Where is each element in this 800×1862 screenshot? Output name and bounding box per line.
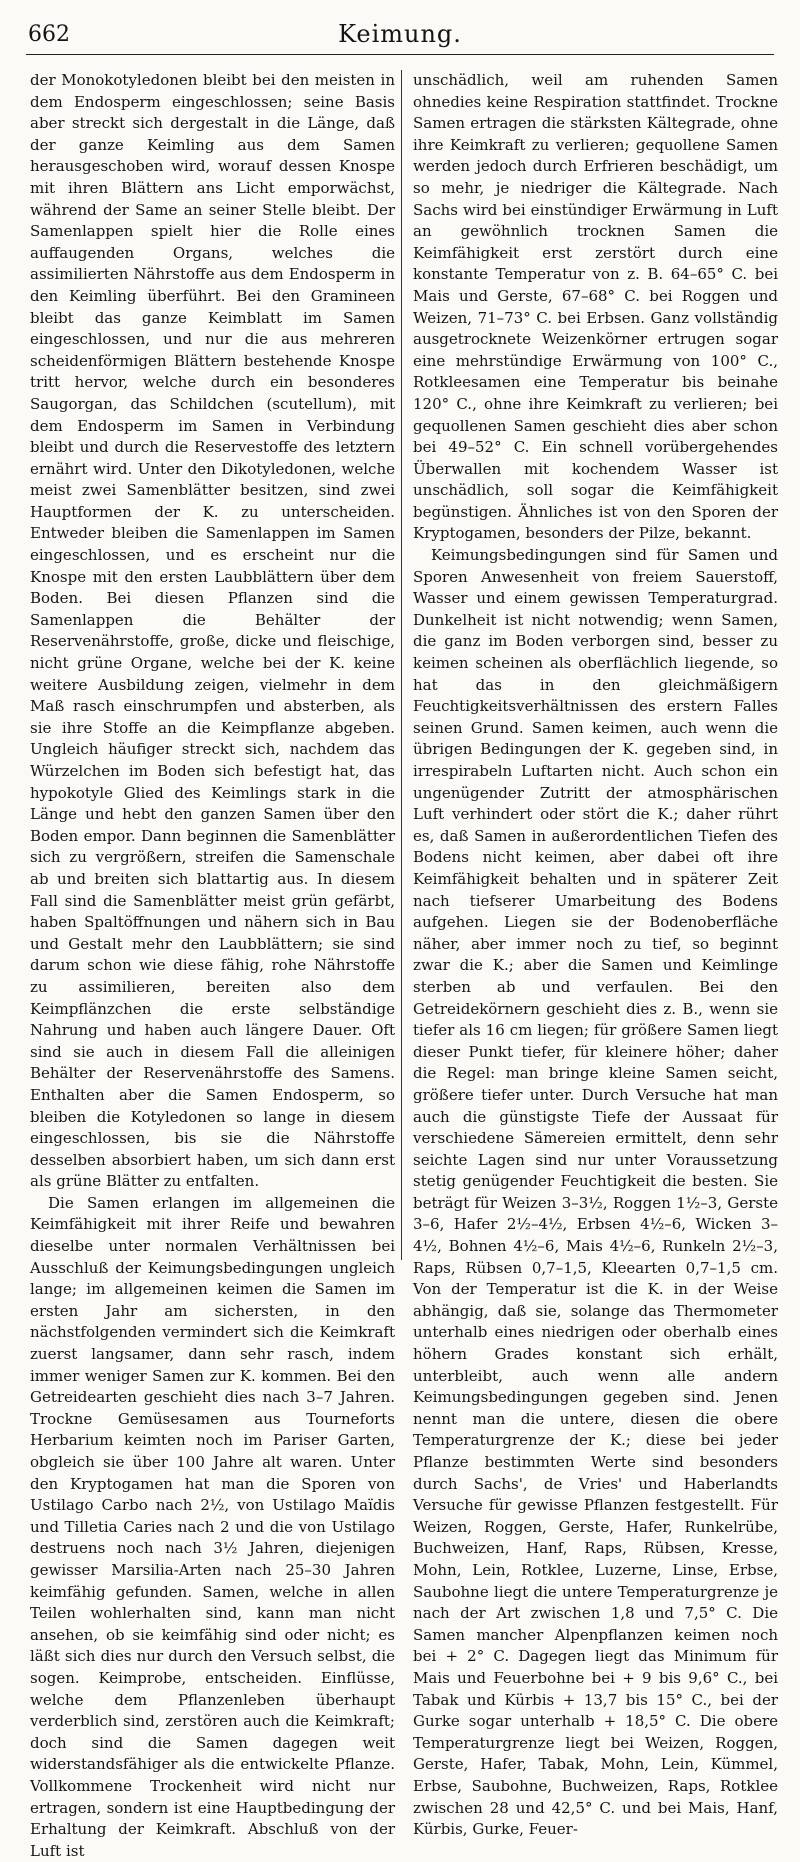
page-header (26, 14, 774, 55)
page-number: 662 (28, 22, 70, 47)
running-title: Keimung. (338, 20, 462, 48)
paragraph: unschädlich, weil am ruhenden Samen ohnedies keine Respiration stattfindet. Trockne Samen ertragen die stärksten Kältegrade, ohne ihre Keimkraft zu verlieren; gequollene Samen werden jedoch durch Erfrieren beschädigt, um so mehr, je niedriger die Kältegrade. Nach Sachs wird bei einstündiger Erwärmung in Luft an gewöhnlich trocknen Samen die Keimfähigkeit erst zerstört durch eine konstante Temperatur von z. B. 64–65° C. bei Mais und Gerste, 67–68° C. bei Roggen und Weizen, 71–73° C. bei Erbsen. Ganz vollständig ausgetrocknete Weizenkörner ertrugen sogar eine mehrstündige Erwärmung von 100° C., Rotkleesamen eine Temperatur bis beinahe 120° C., ohne ihre Keimkraft zu verlieren; bei gequollenen Samen geschieht dies aber schon bei 49–52° C. Ein schnell vorübergehendes Überwallen mit kochendem Wasser ist unschädlich, soll sogar die Keimfähigkeit begünstigen. Ähnliches ist von den Sporen der Kryptogamen, besonders der Pilze, bekannt. (413, 71, 778, 543)
paragraph: der Monokotyledonen bleibt bei den meisten in dem Endosperm eingeschlossen; seine Basis aber streckt sich dergestalt in die Länge, daß der ganze Keimling aus dem Samen herausgeschoben wird, worauf dessen Knospe mit ihren Blättern ans Licht emporwächst, während der Same an seiner Stelle bleibt. Der Samenlappen spielt hier die Rolle eines auffaugenden Organs, welches die assimilierten Nährstoffe aus dem Endosperm in den Keimling überführt. Bei den Gramineen bleibt das ganze Keimblatt im Samen eingeschlossen, und nur die aus mehreren scheidenförmigen Blättern bestehende Knospe tritt hervor, welche durch ein besonderes Saugorgan, das Schildchen (scutellum), mit dem Endosperm im Samen in Verbindung bleibt und durch die Reservestoffe des letztern ernährt wird. Unter den Dikotyledonen, welche meist zwei Samenblätter besitzen, sind zwei Hauptformen der K. zu unterscheiden. Entweder bleiben die Samenlappen im Samen eingeschlossen, und es erscheint nur die Knospe mit den ersten Laubblättern über dem Boden. Bei diesen Pflanzen sind die Samenlappen die Behälter der Reservenährstoffe, große, dicke und fleischige, nicht grüne Organe, welche bei der K. keine weitere Ausbildung zeigen, vielmehr in dem Maß rasch einschrumpfen und absterben, als sie ihre Stoffe an die Keimpflanze abgeben. Ungleich häufiger streckt sich, nachdem das Würzelchen im Boden sich befestigt hat, das hypokotyle Glied des Keimlings stark in die Länge und hebt den ganzen Samen über den Boden empor. Dann beginnen die Samenblätter sich zu vergrößern, streifen die Samenschale ab und breiten sich blattartig aus. In diesem Fall sind die Samenblätter meist grün gefärbt, haben Spaltöffnungen und nähern sich in Bau und Gestalt mehr den Laubblättern; sie sind darum schon wie diese fähig, rohe Nährstoffe zu assimilieren, bereiten also dem Keimpflänzchen die erste selbständige Nahrung und haben auch längere Dauer. Oft sind sie auch in diesem Fall die alleinigen Behälter der Reservenährstoffe des Samens. Enthalten aber die Samen Endosperm, so bleiben die Kotyledonen so lange in diesem eingeschlossen, bis sie die Nährstoffe desselben absorbiert haben, um sich dann erst als grüne Blätter zu entfalten. (30, 71, 395, 1191)
right-column (413, 70, 778, 1839)
left-column (30, 70, 395, 1860)
paragraph: Keimungsbedingungen sind für Samen und Sporen Anwesenheit von freiem Sauerstoff, Wasser und einem gewissen Temperaturgrad. Dunkelheit ist nicht notwendig; wenn Samen, die ganz im Boden verborgen sind, besser zu keimen scheinen als oberflächlich liegende, so hat das in den gleichmäßigern Feuchtigkeitsverhältnissen des erstern Falles seinen Grund. Samen keimen, auch wenn die übrigen Bedingungen der K. gegeben sind, in irrespirabeln Luftarten nicht. Auch schon ein ungenügender Zutritt der atmosphärischen Luft verhindert oder stört die K.; daher rührt es, daß Samen in außerordentlichen Tiefen des Bodens nicht keimen, aber dabei oft ihre Keimfähigkeit behalten und in späterer Zeit nach tiefserer Umarbeitung des Bodens aufgehen. Liegen sie der Bodenoberfläche näher, aber immer noch zu tief, so beginnt zwar die K.; aber die Samen und Keimlinge sterben ab und verfaulen. Bei den Getreidekörnern geschieht dies z. B., wenn sie tiefer als 16 cm liegen; für größere Samen liegt dieser Punkt tiefer, für kleinere höher; daher die Regel: man bringe kleine Samen seicht, größere tiefer unter. Durch Versuche hat man auch die günstigste Tiefe der Aussaat für verschiedene Sämereien ermittelt, denn sehr seichte Lagen sind nur unter Voraussetzung stetig genügender Feuchtigkeit die besten. Sie beträgt für Weizen 3–3½, Roggen 1½–3, Gerste 3–6, Hafer 2½–4½, Erbsen 4½–6, Wicken 3–4½, Bohnen 4½–6, Mais 4½–6, Runkeln 2½–3, Raps, Rübsen 0,7–1,5, Kleearten 0,7–1,5 cm. Von der Temperatur ist die K. in der Weise abhängig, daß sie, solange das Thermometer unterhalb eines niedrigen oder oberhalb eines höhern Grades konstant sich erhält, unterbleibt, auch wenn alle andern Keimungsbedingungen gegeben sind. Jenen nennt man die untere, diesen die obere Temperaturgrenze der K.; diese bei jeder Pflanze bestimmten Werte sind besonders durch Sachs', de Vries' und Haberlandts Versuche für gewisse Pflanzen festgestellt. Für Weizen, Roggen, Gerste, Hafer, Runkelrübe, Buchweizen, Hanf, Raps, Rübsen, Kresse, Mohn, Lein, Rotklee, Luzerne, Linse, Erbse, Saubohne liegt die untere Temperaturgrenze je nach der Art zwischen 1,8 und 7,5° C. Die Samen mancher Alpenpflanzen keimen noch bei + 2° C. Dagegen liegt das Minimum für Mais und Feuerbohne bei + 9 bis 9,6° C., bei Tabak und Kürbis + 13,7 bis 15° C., bei der Gurke sogar unterhalb + 18,5° C. Die obere Temperaturgrenze liegt bei Weizen, Roggen, Gerste, Hafer, Tabak, Mohn, Lein, Kümmel, Erbse, Saubohne, Buchweizen, Raps, Rotklee zwischen 28 und 42,5° C. und bei Mais, Hanf, Kürbis, Gurke, Feuer- (413, 546, 778, 1839)
paragraph: Die Samen erlangen im allgemeinen die Keimfähigkeit mit ihrer Reife und bewahren dieselbe unter normalen Verhältnissen bei Ausschluß der Keimungsbedingungen ungleich lange; im allgemeinen keimen die Samen im ersten Jahr am sichersten, in den nächstfolgenden vermindert sich die Keimkraft zuerst langsamer, dann sehr rasch, indem immer weniger Samen zur K. kommen. Bei den Getreidearten geschieht dies nach 3–7 Jahren. Trockne Gemüsesamen aus Tourneforts Herbarium keimten noch im Pariser Garten, obgleich sie über 100 Jahre alt waren. Unter den Kryptogamen hat man die Sporen von Ustilago Carbo nach 2½, von Ustilago Maïdis und Tilletia Caries nach 2 und die von Ustilago destruens noch nach 3½ Jahren, diejenigen gewisser Marsilia-Arten nach 25–30 Jahren keimfähig gefunden. Samen, welche in allen Teilen wohlerhalten sind, kann man nicht ansehen, ob sie keimfähig sind oder nicht; es läßt sich dies nur durch den Versuch selbst, die sogen. Keimprobe, entscheiden. Einflüsse, welche dem Pflanzenleben überhaupt verderblich sind, zerstören auch die Keimkraft; doch sind die Samen dagegen weit widerstandsfähiger als die entwickelte Pflanze. Vollkommene Trockenheit wird nicht nur ertragen, sondern ist eine Hauptbedingung der Erhaltung der Keimkraft. Abschluß von der Luft ist (30, 1193, 395, 1860)
column-divider (401, 70, 402, 1260)
